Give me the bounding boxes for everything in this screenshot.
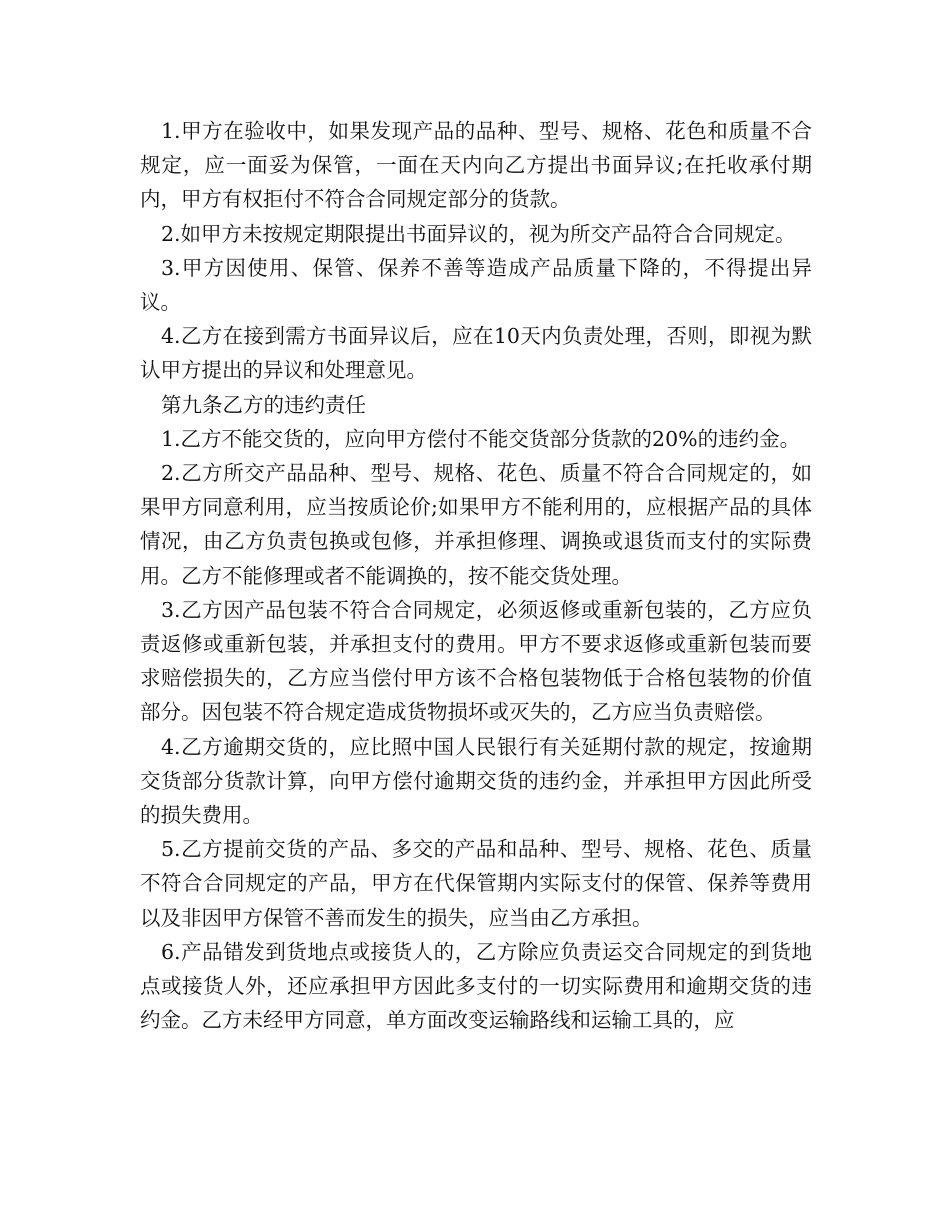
- document-body: [140, 114, 812, 1037]
- paragraph-inspection-objection: 1.甲方在验收中，如果发现产品的品种、型号、规格、花色和质量不合规定，应一面妥为保管，一面在天内向乙方提出书面异议;在托收承付期内，甲方有权拒付不符合合同规定部分的货款。: [140, 119, 812, 212]
- paragraph-late-delivery: 4.乙方逾期交货的，应比照中国人民银行有关延期付款的规定，按逾期交货部分货款计算，向甲方偿付逾期交货的违约金，并承担甲方因此所受的损失费用。: [140, 734, 812, 828]
- paragraph-handling-period: 4.乙方在接到需方书面异议后，应在10天内负责处理，否则，即视为默认甲方提出的异议和处理意见。: [140, 324, 812, 383]
- paragraph-quality-decline: 3.甲方因使用、保管、保养不善等造成产品质量下降的，不得提出异议。: [140, 255, 812, 315]
- paragraph-nonconforming-products: 2.乙方所交产品品种、型号、规格、花色、质量不符合合同规定的，如果甲方同意利用，应当按质论价;如果甲方不能利用的，应根据产品的具体情况，由乙方负责包换或包修，并承担修理、调换或退货而支付的实际费用。乙方不能修理或者不能调换的，按不能交货处理。: [140, 461, 812, 588]
- paragraph-early-delivery: 5.乙方提前交货的产品、多交的产品和品种、型号、规格、花色、质量不符合合同规定的产品，甲方在代保管期内实际支付的保管、保养等费用以及非因甲方保管不善而发生的损失，应当由乙方承担。: [140, 837, 812, 930]
- paragraph-wrong-destination: 6.产品错发到货地点或接货人的，乙方除应负责运交合同规定的到货地点或接货人外，还应承担甲方因此多支付的一切实际费用和逾期交货的违约金。乙方未经甲方同意，单方面改变运输路线和运输工具的，应: [140, 939, 812, 1033]
- paragraph-non-delivery: 1.乙方不能交货的，应向甲方偿付不能交货部分货款的20%的违约金。: [161, 426, 801, 451]
- section-heading-article-9: 第九条乙方的违约责任: [161, 392, 366, 417]
- paragraph-objection-deadline: 2.如甲方未按规定期限提出书面异议的，视为所交产品符合合同规定。: [161, 221, 796, 246]
- paragraph-packaging: 3.乙方因产品包装不符合合同规定，必须返修或重新包装的，乙方应负责返修或重新包装，并承担支付的费用。甲方不要求返修或重新包装而要求赔偿损失的，乙方应当偿付甲方该不合格包装物低于合格包装物的价值部分。因包装不符合规定造成货物损坏或灭失的，乙方应当负责赔偿。: [140, 597, 812, 725]
